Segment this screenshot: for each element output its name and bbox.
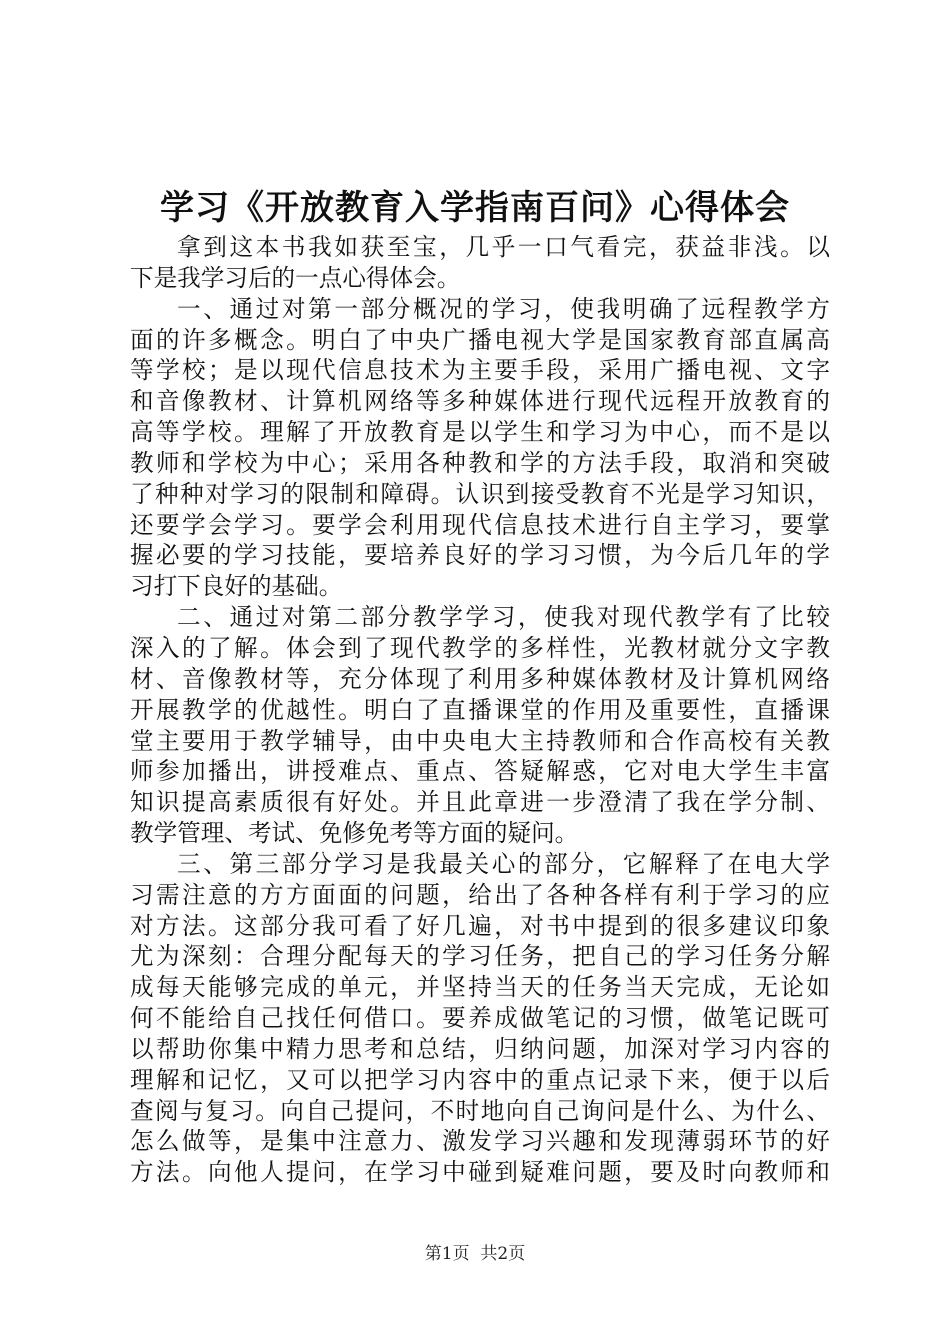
body-line: 高等学校。理解了开放教育是以学生和学习为中心，而不是以 [130,418,830,447]
body-line: 深入的了解。体会到了现代教学的多样性，光教材就分文字教 [130,633,830,662]
body-line: 对方法。这部分我可看了好几遍，对书中提到的很多建议印象 [130,911,830,940]
body-line: 和音像教材、计算机网络等多种媒体进行现代远程开放教育的 [130,387,830,416]
body-line: 等学校；是以现代信息技术为主要手段，采用广播电视、文字 [130,356,830,385]
body-line: 方法。向他人提问，在学习中碰到疑难问题，要及时向教师和 [130,1158,830,1187]
body-line: 理解和记忆，又可以把学习内容中的重点记录下来，便于以后 [130,1065,830,1094]
body-line: 怎么做等，是集中注意力、激发学习兴趣和发现薄弱环节的好 [130,1127,830,1156]
body-line: 教师和学校为中心；采用各种教和学的方法手段，取消和突破 [130,448,830,477]
body-line: 尤为深刻：合理分配每天的学习任务，把自己的学习任务分解 [130,942,830,971]
body-line: 开展教学的优越性。明白了直播课堂的作用及重要性，直播课 [130,695,830,724]
body-line: 面的许多概念。明白了中央广播电视大学是国家教育部直属高 [130,325,830,354]
body-line: 教学管理、考试、免修免考等方面的疑问。 [130,819,579,848]
document-title: 学习《开放教育入学指南百问》心得体会 [160,188,790,228]
body-line: 习需注意的方方面面的问题，给出了各种各样有利于学习的应 [130,880,830,909]
body-line: 堂主要用于教学辅导，由中央电大主持教师和合作高校有关教 [130,726,830,755]
body-line: 何不能给自己找任何借口。要养成做笔记的习惯，做笔记既可 [130,1004,830,1033]
body-line: 材、音像教材等，充分体现了利用多种媒体教材及计算机网络 [130,664,830,693]
body-line: 以帮助你集中精力思考和总结，归纳问题，加深对学习内容的 [130,1034,830,1063]
body-line: 了种种对学习的限制和障碍。认识到接受教育不光是学习知识， [130,479,830,508]
body-line: 查阅与复习。向自己提问，不时地向自己询问是什么、为什么、 [130,1096,830,1125]
body-line: 成每天能够完成的单元，并坚持当天的任务当天完成，无论如 [130,973,830,1002]
page-footer [0,1242,950,1266]
body-line: 握必要的学习技能，要培养良好的学习习惯，为今后几年的学 [130,541,830,570]
body-line: 师参加播出，讲授难点、重点、答疑解惑，它对电大学生丰富 [130,757,830,786]
body-line: 知识提高素质很有好处。并且此章进一步澄清了我在学分制、 [130,788,830,817]
body-line: 下是我学习后的一点心得体会。 [130,263,461,292]
document-body [130,232,830,1188]
body-line: 还要学会学习。要学会利用现代信息技术进行自主学习，要掌 [130,510,830,539]
body-line: 三、第三部分学习是我最关心的部分，它解释了在电大学 [177,849,830,878]
page-number-label: 第1页 共2页 [424,1244,526,1264]
body-line: 习打下良好的基础。 [130,572,343,601]
body-line: 二、通过对第二部分教学学习，使我对现代教学有了比较 [177,603,830,632]
body-line: 一、通过对第一部分概况的学习，使我明确了远程教学方 [177,294,830,323]
body-line: 拿到这本书我如获至宝，几乎一口气看完，获益非浅。以 [177,233,830,261]
